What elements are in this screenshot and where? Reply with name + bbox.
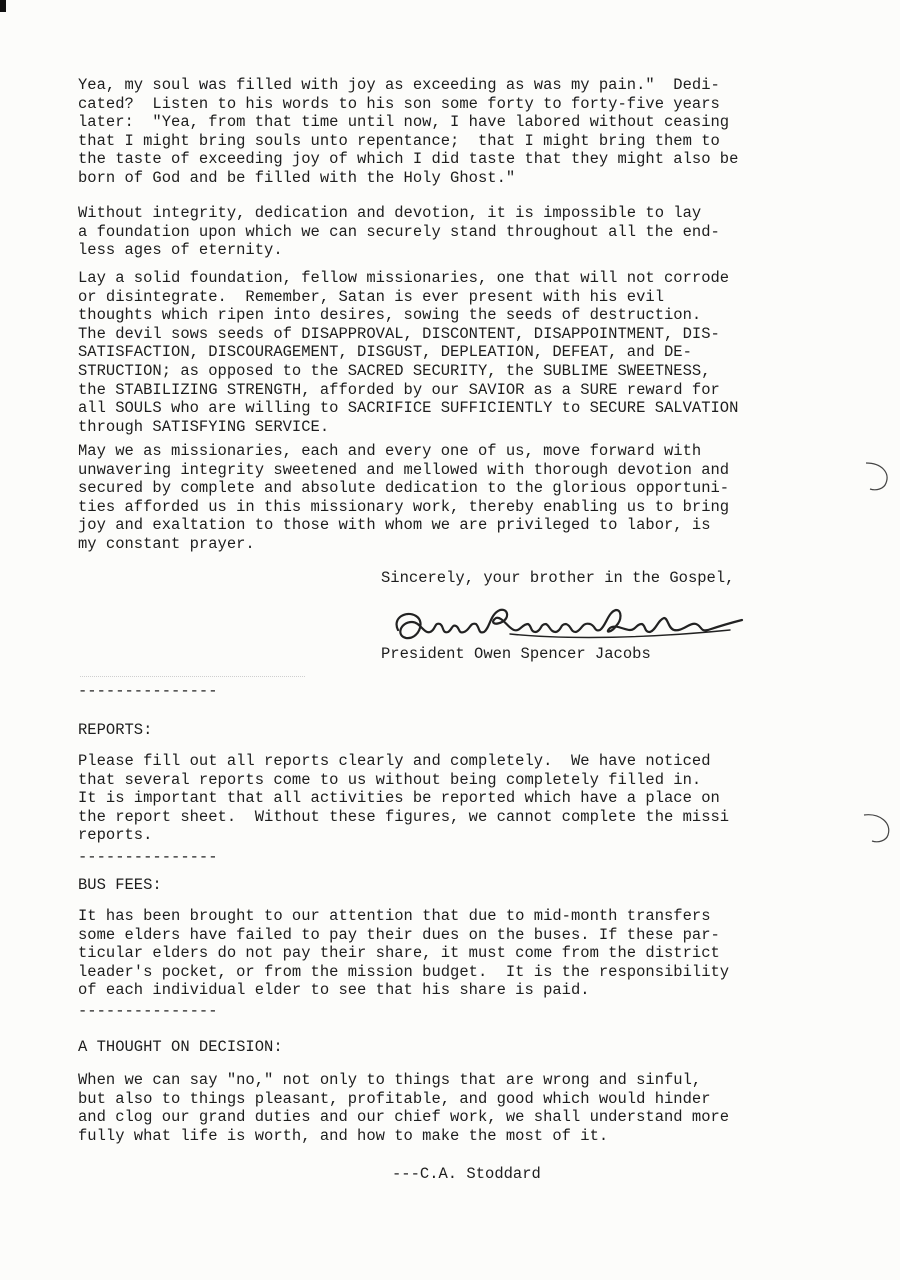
- letter-paragraph-3: Lay a solid foundation, fellow missionaries, one that will not corrode or disintegrate. Remember, Satan is ever present with his evil thoughts which ripen into desires, sowing the seeds of destruction. The devil sows seeds of DISAPPROVAL, DISCONTENT, DISAPPOINTMENT, DIS- SATISFACTION, DISCOURAGEMENT, DISGUST, DEPLEATION, DEFEAT, and DE- STRUCTION; as opposed to the SACRED SECURITY, the SUBLIME SWEETNESS, the STABILIZING STRENGTH, afforded by our SAVIOR as a SURE reward for all SOULS who are willing to SACRIFICE SUFFICIENTLY to SECURE SALVATION through SATISFYING SERVICE.: [78, 269, 739, 436]
- reports-heading: REPORTS:: [78, 721, 153, 739]
- margin-mark: [860, 455, 900, 495]
- bus-fees-heading: BUS FEES:: [78, 876, 162, 894]
- bus-fees-body: It has been brought to our attention that due to mid-month transfers some elders have failed to pay their dues on the buses. If these par- ticular elders do not pay their share, it must come from the district leader's pocket, or from the mission budget. It is the responsibility of each individual elder to see that his share is paid.: [78, 907, 730, 1000]
- letter-paragraph-1: Yea, my soul was filled with joy as exceeding as was my pain." Dedi- cated? Listen to his words to his son some forty to forty-five years later: "Yea, from that time until now, I have labored without ceasing that I might bring souls unto repentance; that I might bring them to the taste of exceeding joy of which I did taste that they might also be born of God and be filled with the Holy Ghost.": [78, 76, 739, 187]
- scan-corner-mark: [0, 0, 6, 12]
- thought-body: When we can say "no," not only to things that are wrong and sinful, but also to things pleasant, profitable, and good which would hinder and clog our grand duties and our chief work, we shall understand more fully what life is worth, and how to make the most of it.: [78, 1071, 730, 1145]
- letter-paragraph-2: Without integrity, dedication and devotion, it is impossible to lay a foundation upon which we can securely stand throughout all the end- less ages of eternity.: [78, 204, 720, 260]
- faint-dotted-line: [80, 676, 305, 677]
- section-divider: ---------------: [78, 848, 218, 866]
- letter-paragraph-4: May we as missionaries, each and every one of us, move forward with unwavering integrity sweetened and mellowed with thorough devotion and secured by complete and absolute dedication to the glorious opportuni- ties afforded us in this missionary work, thereby enabling us to bring joy and exaltation to those with whom we are privileged to labor, is my constant prayer.: [78, 442, 730, 553]
- section-divider: ---------------: [78, 1002, 218, 1020]
- thought-heading: A THOUGHT ON DECISION:: [78, 1038, 283, 1056]
- margin-mark: [860, 805, 900, 845]
- signer-name: President Owen Spencer Jacobs: [381, 645, 651, 663]
- letter-closing: Sincerely, your brother in the Gospel,: [381, 569, 735, 587]
- quote-attribution: ---C.A. Stoddard: [392, 1165, 541, 1183]
- reports-body: Please fill out all reports clearly and completely. We have noticed that several reports come to us without being completely filled in. It is important that all activities be reported which have a place on the report sheet. Without these figures, we cannot complete the missi reports.: [78, 752, 730, 845]
- section-divider: ---------------: [78, 682, 218, 700]
